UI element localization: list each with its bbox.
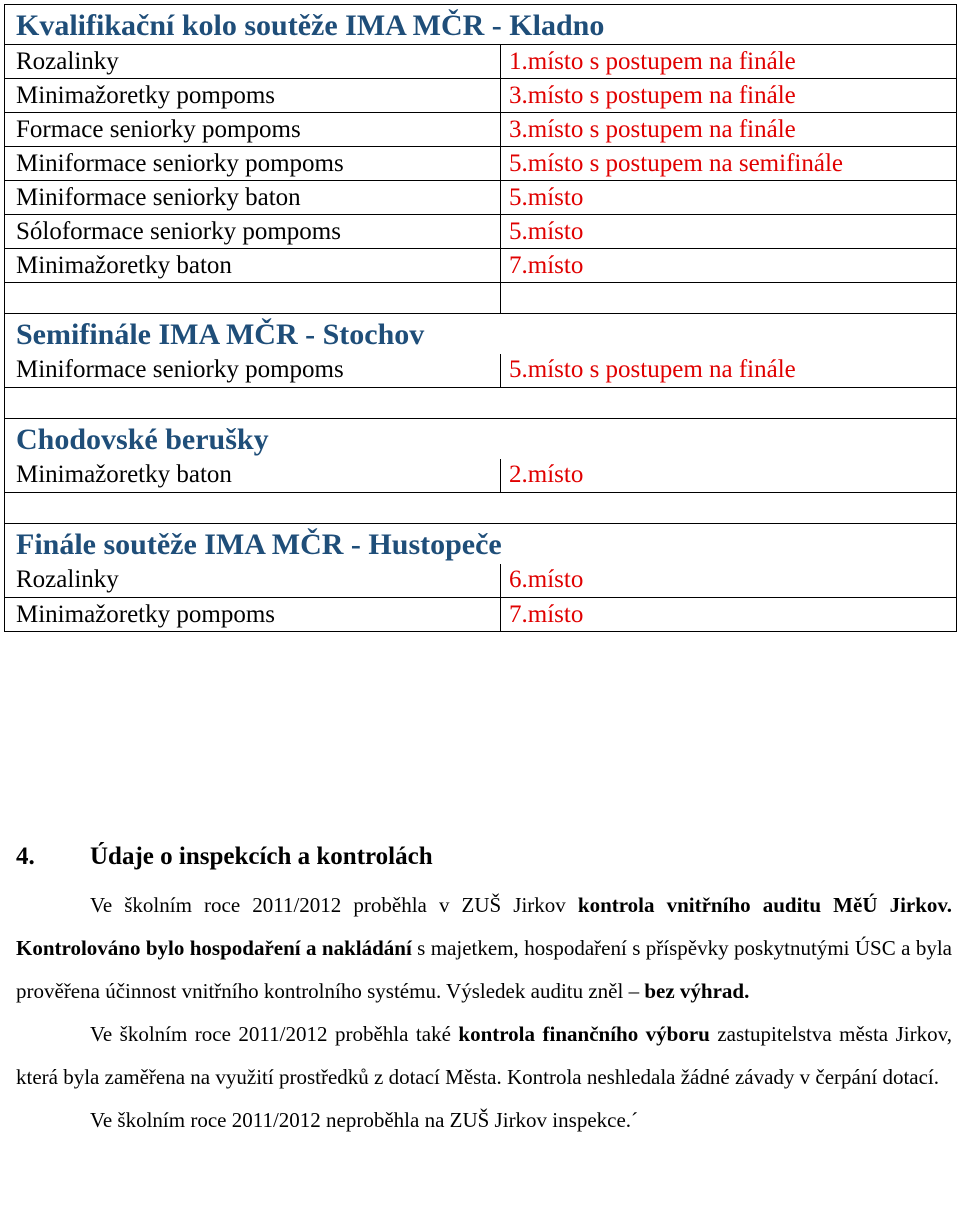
paragraph-bold-text: bez výhrad. bbox=[644, 979, 750, 1003]
empty-cell bbox=[501, 283, 957, 314]
result-cell: 5.místo bbox=[501, 215, 957, 249]
paragraph-bold-text: kontrola finančního výboru bbox=[458, 1022, 710, 1046]
category-cell: Minimažoretky pompoms bbox=[5, 79, 501, 113]
empty-cell bbox=[5, 283, 501, 314]
result-row bbox=[5, 459, 957, 493]
category-cell: Miniformace seniorky pompoms bbox=[5, 147, 501, 181]
category-cell: Miniformace seniorky baton bbox=[5, 181, 501, 215]
category-cell: Rozalinky bbox=[5, 564, 501, 598]
result-cell: 3.místo s postupem na finále bbox=[501, 113, 957, 147]
result-cell: 5.místo s postupem na finále bbox=[501, 354, 957, 388]
result-cell: 2.místo bbox=[501, 459, 957, 493]
category-cell: Miniformace seniorky pompoms bbox=[5, 354, 501, 388]
result-cell: 7.místo bbox=[501, 598, 957, 632]
paragraph-text: zastupitelstva města Jirkov, která byla zaměřena na využití prostředků z dotací Města. Kontrola neshledala žádné závady v čerpání dotací. bbox=[16, 1022, 952, 1089]
category-cell: Sóloformace seniorky pompoms bbox=[5, 215, 501, 249]
section-header-row bbox=[5, 314, 957, 354]
paragraph-audit bbox=[16, 884, 952, 1013]
result-cell: 3.místo s postupem na finále bbox=[501, 79, 957, 113]
category-cell: Minimažoretky baton bbox=[5, 459, 501, 493]
spacer-row bbox=[5, 388, 957, 419]
result-row bbox=[5, 79, 957, 113]
result-cell: 5.místo bbox=[501, 181, 957, 215]
category-cell: Minimažoretky baton bbox=[5, 249, 501, 283]
section-header-row bbox=[5, 5, 957, 45]
result-row bbox=[5, 45, 957, 79]
chapter-title: Údaje o inspekcích a kontrolách bbox=[90, 843, 433, 870]
chapter-number: 4. bbox=[16, 843, 35, 870]
paragraph-text: Ve školním roce 2011/2012 neproběhla na ZUŠ Jirkov inspekce.´ bbox=[90, 1108, 639, 1132]
paragraph-inspection bbox=[16, 1099, 952, 1142]
category-cell: Rozalinky bbox=[5, 45, 501, 79]
result-row bbox=[5, 598, 957, 632]
paragraph-finance-committee bbox=[16, 1013, 952, 1099]
result-row bbox=[5, 215, 957, 249]
spacer-row bbox=[5, 493, 957, 524]
category-cell: Formace seniorky pompoms bbox=[5, 113, 501, 147]
result-row bbox=[5, 354, 957, 388]
spacer-row bbox=[5, 283, 957, 314]
empty-cell bbox=[5, 388, 957, 419]
result-row bbox=[5, 147, 957, 181]
result-row bbox=[5, 564, 957, 598]
section-header-row bbox=[5, 524, 957, 564]
paragraph-text: Ve školním roce 2011/2012 proběhla také bbox=[90, 1022, 459, 1046]
section-title: Chodovské berušky bbox=[5, 419, 957, 459]
result-cell: 5.místo s postupem na semifinále bbox=[501, 147, 957, 181]
result-cell: 1.místo s postupem na finále bbox=[501, 45, 957, 79]
paragraph-text: s majetkem, hospodaření s příspěvky poskytnutými ÚSC a byla prověřena účinnost vnitřního kontrolního systému. Výsledek auditu zněl – bbox=[16, 936, 952, 1003]
results-table bbox=[4, 4, 957, 632]
section-title: Finále soutěže IMA MČR - Hustopeče bbox=[5, 524, 957, 564]
paragraph-text: Ve školním roce 2011/2012 proběhla v ZUŠ Jirkov bbox=[90, 893, 578, 917]
result-row bbox=[5, 181, 957, 215]
result-cell: 7.místo bbox=[501, 249, 957, 283]
chapter-heading bbox=[16, 840, 952, 874]
section-title: Semifinále IMA MČR - Stochov bbox=[5, 314, 957, 354]
result-row bbox=[5, 249, 957, 283]
empty-cell bbox=[5, 493, 957, 524]
section-header-row bbox=[5, 419, 957, 459]
result-row bbox=[5, 113, 957, 147]
result-cell: 6.místo bbox=[501, 564, 957, 598]
paragraph-bold-text: kontrola vnitřního auditu MěÚ Jirkov. Kontrolováno bylo hospodaření a nakládání bbox=[16, 893, 952, 960]
section-title: Kvalifikační kolo soutěže IMA MČR - Kladno bbox=[5, 5, 957, 45]
inspection-section bbox=[16, 840, 952, 1142]
category-cell: Minimažoretky pompoms bbox=[5, 598, 501, 632]
